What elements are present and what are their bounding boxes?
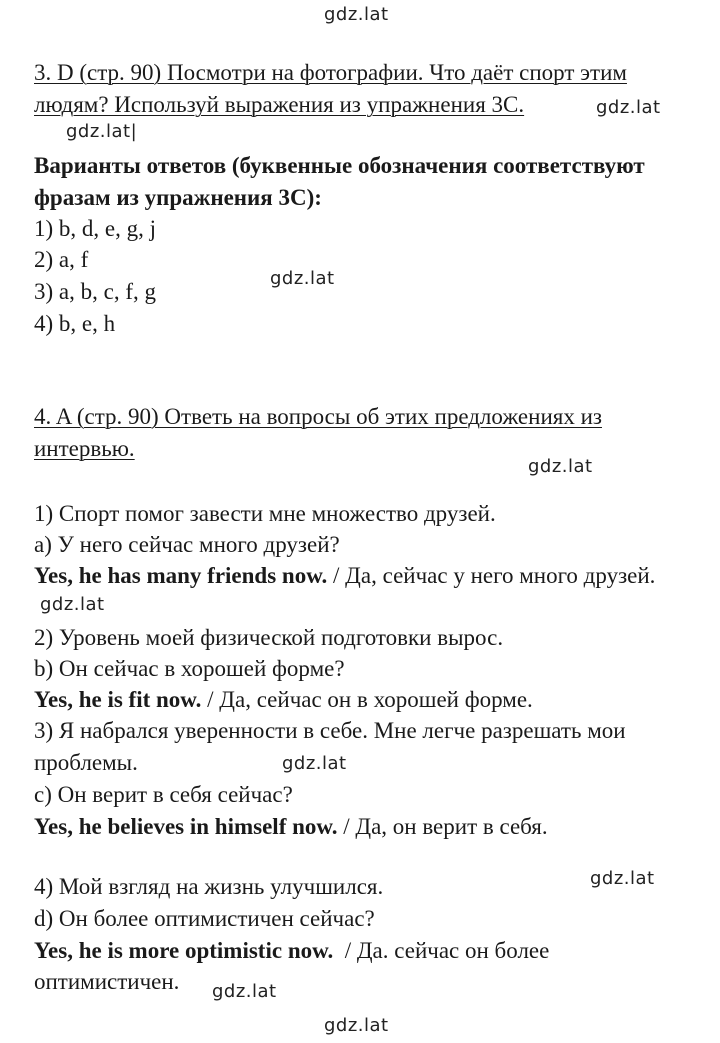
ex3-answer-3: 3) a, b, c, f, g [34, 279, 156, 304]
ex4-answer-4-line2: оптимистичен. [34, 969, 180, 994]
ex4-answer-3 [34, 813, 548, 841]
answer-ru: / Да, он верит в себя. [337, 814, 548, 839]
watermark: gdz.lat [590, 868, 655, 889]
answer-en: Yes, he is more optimistic now. [34, 938, 334, 963]
ex4-answer-4-line1 [34, 937, 549, 965]
ex4-heading-line2: интервью. [34, 436, 135, 461]
answer-en: Yes, he believes in himself now. [34, 814, 338, 839]
answer-ru: / Да, сейчас он в хорошей форме. [201, 687, 533, 712]
answer-en: Yes, he is fit now. [34, 687, 202, 712]
ex4-question-c: c) Он верит в себя сейчас? [34, 782, 293, 807]
ex3-heading-line1: 3. D (стр. 90) Посмотри на фотографии. Что даёт спорт этим [34, 60, 627, 85]
watermark: gdz.lat [324, 4, 389, 25]
watermark: gdz.lat [596, 97, 661, 118]
ex4-question-a: a) У него сейчас много друзей? [34, 532, 340, 557]
watermark: gdz.lat [40, 594, 105, 615]
ex3-heading-line2: людям? Используй выражения из упражнения 3C. [34, 92, 525, 117]
ex3-variants-line2: фразам из упражнения 3С): [34, 185, 322, 210]
watermark: gdz.lat [270, 268, 335, 289]
ex4-heading-line1: 4. A (стр. 90) Ответь на вопросы об этих предложениях из [34, 404, 602, 429]
ex4-statement-2: 2) Уровень моей физической подготовки вырос. [34, 625, 504, 650]
ex4-statement-1: 1) Спорт помог завести мне множество друзей. [34, 501, 496, 526]
watermark: gdz.lat| [66, 121, 138, 142]
answer-ru: / Да, сейчас у него много друзей. [327, 563, 656, 588]
ex4-statement-3-line1: 3) Я набрался уверенности в себе. Мне легче разрешать мои [34, 718, 626, 743]
watermark: gdz.lat [528, 456, 593, 477]
ex3-variants-line1: Варианты ответов (буквенные обозначения соответствуют [34, 153, 645, 178]
ex3-answer-2: 2) a, f [34, 247, 89, 272]
ex4-statement-3-line2: проблемы. [34, 750, 138, 775]
ex4-answer-2 [34, 686, 533, 714]
watermark: gdz.lat [324, 1015, 389, 1036]
ex3-answer-1: 1) b, d, e, g, j [34, 216, 157, 241]
ex4-question-d: d) Он более оптимистичен сейчас? [34, 906, 375, 931]
watermark: gdz.lat [212, 981, 277, 1002]
ex4-answer-1 [34, 562, 655, 590]
watermark: gdz.lat [282, 753, 347, 774]
ex4-statement-4: 4) Мой взгляд на жизнь улучшился. [34, 874, 384, 899]
ex3-answer-4: 4) b, e, h [34, 311, 116, 336]
answer-ru: / Да. сейчас он более [333, 938, 550, 963]
answer-en: Yes, he has many friends now. [34, 563, 328, 588]
ex4-question-b: b) Он сейчас в хорошей форме? [34, 656, 345, 681]
